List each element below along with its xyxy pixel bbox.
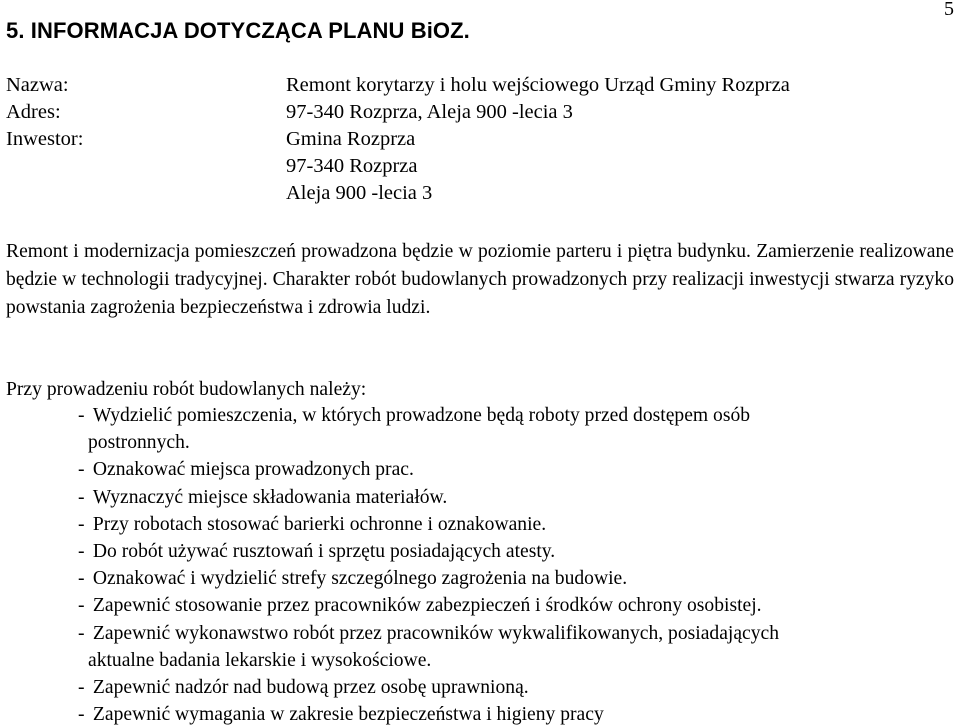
list-item-text: Zapewnić nadzór nad budową przez osobę uprawnioną. xyxy=(92,677,529,699)
investor-label: Inwestor: xyxy=(6,128,84,150)
page-number: 5 xyxy=(944,0,954,20)
list-item xyxy=(78,456,958,483)
dash-bullet: - xyxy=(78,541,85,563)
investor-line: Aleja 900 -lecia 3 xyxy=(286,182,433,204)
list-item xyxy=(78,674,958,701)
requirements-list xyxy=(78,402,958,728)
description-paragraph: Remont i modernizacja pomieszczeń prowadzona będzie w poziomie parteru i piętra budynku. Zamierzenie realizowane będzie w technologii tradycyjnej. Charakter robót budowlanych prowadzonych przy realizacji inwestycji stwarza ryzyko powstania zagrożenia bezpieczeństwa i zdrowia ludzi. xyxy=(6,241,954,318)
list-item-text: Oznakować i wydzielić strefy szczególnego zagrożenia na budowie. xyxy=(92,568,628,590)
dash-bullet: - xyxy=(78,704,85,726)
dash-bullet: - xyxy=(78,568,85,590)
name-value: Remont korytarzy i holu wejściowego Urząd Gminy Rozprza xyxy=(286,74,790,96)
list-item-text: Zapewnić stosowanie przez pracowników zabezpieczeń i środków ochrony osobistej. xyxy=(92,595,762,617)
info-row-investor xyxy=(6,126,790,207)
list-item xyxy=(78,538,958,565)
list-item xyxy=(78,620,958,674)
list-item xyxy=(78,701,958,728)
address-label: Adres: xyxy=(6,101,61,123)
list-item-text: Wydzielić pomieszczenia, w których prowadzone będą roboty przed dostępem osób xyxy=(92,405,751,426)
name-label: Nazwa: xyxy=(6,74,69,96)
dash-bullet: - xyxy=(78,677,85,699)
address-value: 97-340 Rozprza, Aleja 900 -lecia 3 xyxy=(286,101,573,123)
list-item-text: Przy robotach stosować barierki ochronne i oznakowanie. xyxy=(92,513,547,535)
investor-line: Gmina Rozprza xyxy=(286,128,416,150)
list-item-text: Wyznaczyć miejsce składowania materiałów. xyxy=(92,486,448,508)
dash-bullet: - xyxy=(78,486,85,508)
dash-bullet: - xyxy=(78,513,85,535)
list-item-continuation: aktualne badania lekarskie i wysokościowe. xyxy=(88,649,432,671)
dash-bullet: - xyxy=(78,622,85,644)
list-item xyxy=(78,402,958,456)
dash-bullet: - xyxy=(78,459,85,481)
list-item xyxy=(78,565,958,592)
info-row-address xyxy=(6,99,790,126)
investor-line: 97-340 Rozprza xyxy=(286,155,418,177)
investor-value xyxy=(286,126,432,207)
dash-bullet: - xyxy=(78,405,85,426)
list-item xyxy=(78,484,958,511)
list-item xyxy=(78,592,958,619)
requirements-intro: Przy prowadzeniu robót budowlanych należy: xyxy=(6,379,367,400)
list-item-text: Zapewnić wymagania w zakresie bezpieczeństwa i higieny pracy xyxy=(92,704,604,726)
list-item xyxy=(78,511,958,538)
info-row-name xyxy=(6,72,790,99)
project-info-table xyxy=(6,72,790,207)
list-item-continuation: postronnych. xyxy=(88,432,190,454)
list-item-text: Do robót używać rusztowań i sprzętu posiadających atesty. xyxy=(92,541,556,563)
list-item-text: Oznakować miejsca prowadzonych prac. xyxy=(92,459,414,481)
dash-bullet: - xyxy=(78,595,85,617)
list-item-text: Zapewnić wykonawstwo robót przez pracowników wykwalifikowanych, posiadających xyxy=(92,622,780,644)
section-heading: 5. INFORMACJA DOTYCZĄCA PLANU BiOZ. xyxy=(6,18,470,43)
